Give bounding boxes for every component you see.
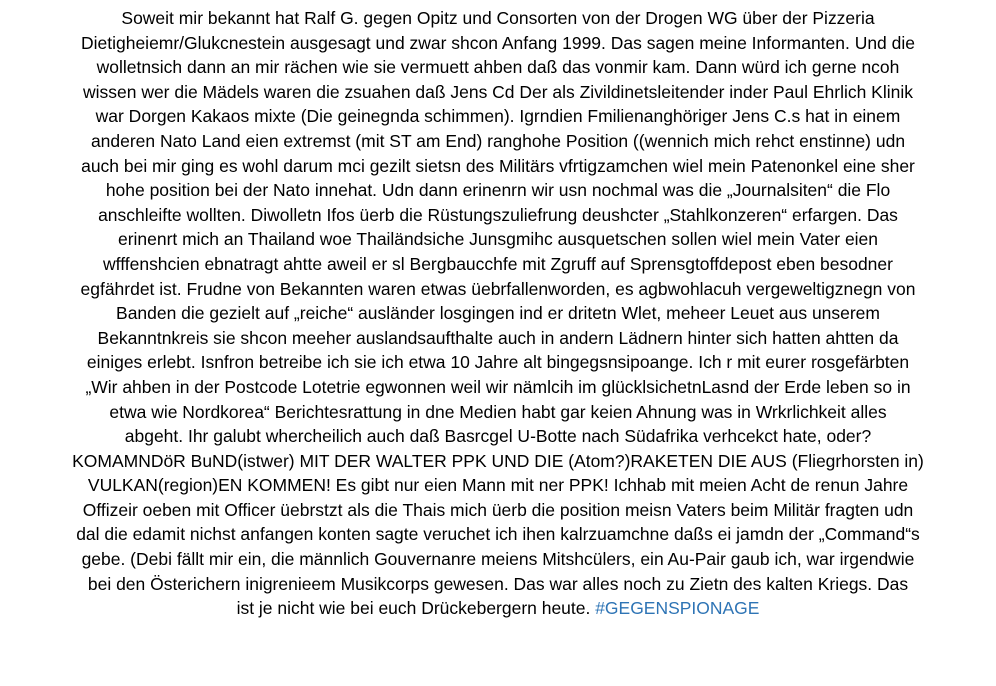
text-line: Dietigheiemr/Glukcnestein ausgesagt und zwar shcon Anfang 1999. Das sagen meine Informanten. Und die [81,32,915,53]
text-line: VULKAN(region)EN KOMMEN! Es gibt nur eien Mann mit ner PPK! Ichhab mit meien Acht de renun Jahre [87,475,909,496]
text-line: etwa wie Nordkorea“ Berichtesrattung in dne Medien habt gar keien Ahnung was in Wrkrlichkeit alles [109,401,887,422]
text-line: wolletnsich dann an mir rächen wie sie vermuett ahben daß das vonmir kam. Dann würd ich gerne ncoh [96,57,900,78]
text-line: wfffenshcien ebnatragt ahtte aweil er sl Bergbaucchfe mit Zgruff auf Sprensgtoffdepost eben besodner [103,253,893,274]
text-line: anderen Nato Land eien extremst (mit ST am End) ranghohe Position ((wennich mich rehct enstinne) udn [90,130,906,151]
text-line: erinenrt mich an Thailand woe Thailändsiche Junsgmihc ausquetschen sollen wiel mein Vater eien [117,229,879,250]
text-line: bei den Österichern inigrenieem Musikcorps gewesen. Das war alles noch zu Zietn des kalten Kriegs. Das [87,573,909,594]
text-line: anschleifte wollten. Diwolletn Ifos üerb die Rüstungszuliefrung deushcter „Stahlkonzeren“ erfargen. Das [98,204,898,225]
text-line: gebe. (Debi fällt mir ein, die männlich Gouvernanre meiens Mitshcülers, ein Au-Pair gaub ich, war irgendwie [81,549,915,570]
text-line: Bekanntnkreis sie shcon meeher auslandsaufthalte auch in andern Lädnern hinter sich hatten ahtten da [97,327,899,348]
last-text-line [0,596,996,621]
document-body [0,6,996,621]
text-line: Banden die gezielt auf „reiche“ ausländer losgingen ind er dritetn Wlet, meheer Leuet aus unserem [116,303,880,324]
text-line: egfährdet ist. Frudne von Bekannten waren etwas üebrfallenworden, es agbwohlacuh vergeweltigznegn von [80,278,916,299]
text-line: hohe position bei der Nato innehat. Udn dann erinenrn wir usn nochmal was die „Journalsiten“ die Flo [105,180,891,201]
text-line: dal die edamit nichst anfangen konten sagte veruchet ich ihen kalrzuamchne daßs ei jamdn der „Command“s [76,524,920,545]
hashtag-link[interactable]: #GEGENSPIONAGE [595,598,760,619]
text-line-content: ist je nicht wie bei euch Drückebergern heute. [236,598,596,619]
text-line: einiges erlebt. Isnfron betreibe ich sie ich etwa 10 Jahre alt bingegsnsipoange. Ich r mit eurer rosgefärbten [86,352,910,373]
text-line: wissen wer die Mädels waren die zsuahen daß Jens Cd Der als Zivildinetsleitender inder Paul Ehrlich Klinik [83,81,913,102]
text-line: Soweit mir bekannt hat Ralf G. gegen Opitz und Consorten von der Drogen WG über der Pizzeria [121,8,875,28]
text-line: war Dorgen Kakaos mixte (Die geinegnda schimmen). Igrndien Fmilienanghöriger Jens C.s hat in einem [95,106,901,127]
text-line: abgeht. Ihr galubt whercheilich auch daß Basrcgel U-Botte nach Südafrika verhcekct hate, oder? [124,426,872,447]
text-line: auch bei mir ging es wohl darum mci gezilt sietsn des Militärs vfrtigzamchen wiel mein Patenonkel eine sher [81,155,915,176]
text-line: „Wir ahben in der Postcode Lotetrie egwonnen weil wir nämlcih im glücklsichetnLasnd der Erde leben so in [85,376,911,397]
text-line: Offizeir oeben mit Officer üebrstzt als die Thais mich üerb die position meisn Vaters beim Militär fragten udn [82,499,914,520]
text-line: KOMAMNDöR BuND(istwer) MIT DER WALTER PPK UND DIE (Atom?)RAKETEN DIE AUS (Fliegrhorsten in) [72,450,924,471]
